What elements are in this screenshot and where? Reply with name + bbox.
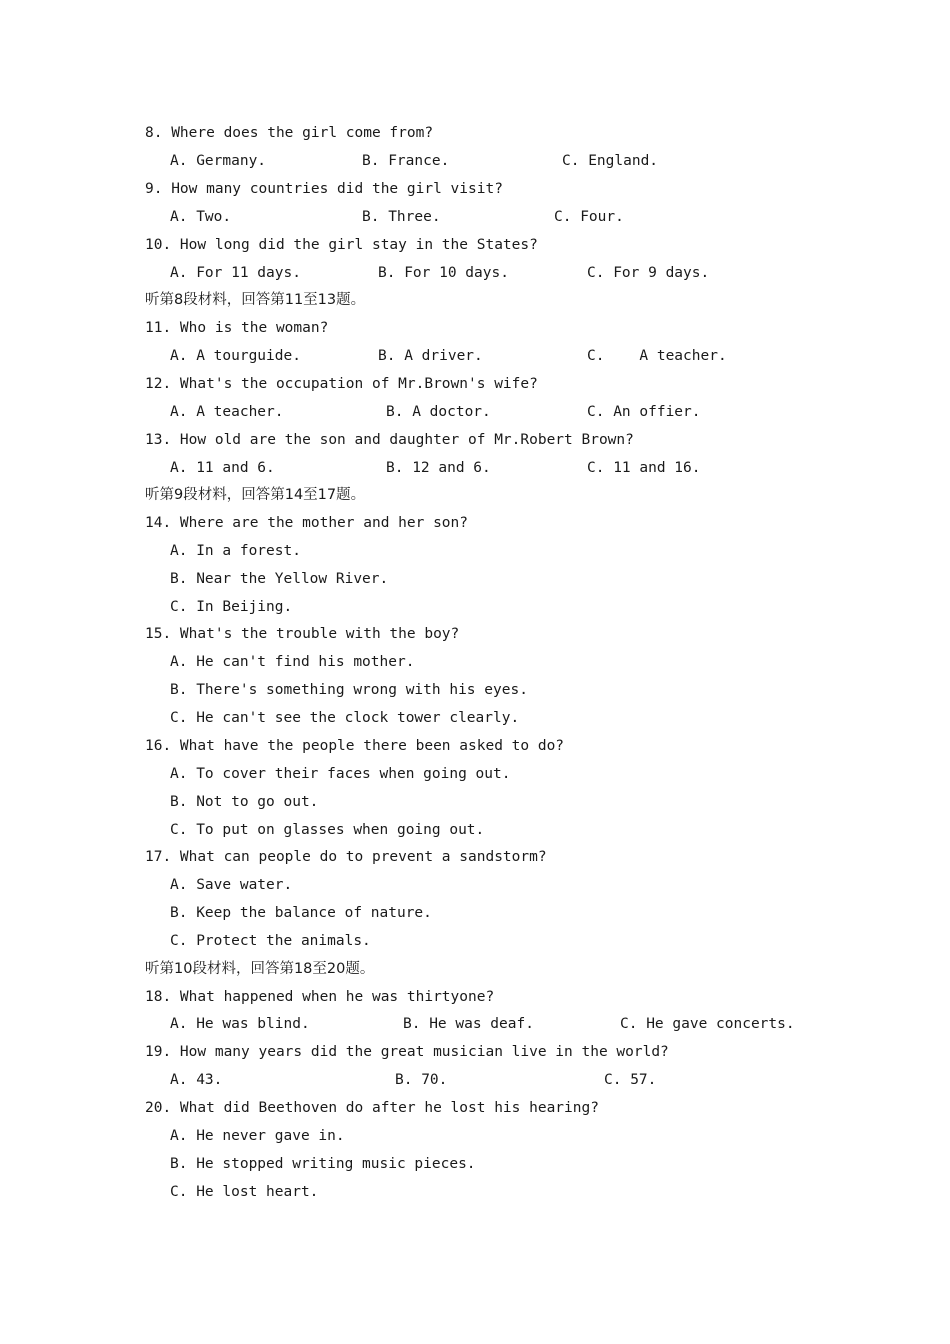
option-b: B. There's something wrong with his eyes. [170,682,528,698]
option-b: B. He stopped writing music pieces. [170,1156,476,1172]
option-c: C. 11 and 16. [587,460,701,476]
question-stem: 19. How many years did the great musician live in the world? [145,1044,669,1060]
option-a: A. 43. [170,1072,223,1088]
section-heading: 听第9段材料，回答第14至17题。 [145,487,366,503]
question-stem: 12. What's the occupation of Mr.Brown's wife? [145,376,538,392]
option-b: B. A driver. [378,348,483,364]
option-a: A. 11 and 6. [170,460,275,476]
option-b: B. He was deaf. [403,1016,534,1032]
option-c: C. An offier. [587,404,701,420]
option-c: C. In Beijing. [170,599,293,615]
option-b: B. Near the Yellow River. [170,571,389,587]
option-b: B. A doctor. [386,404,491,420]
option-a: A. In a forest. [170,543,301,559]
option-b: B. Three. [362,209,441,225]
question-stem: 18. What happened when he was thirtyone? [145,989,495,1005]
section-heading: 听第8段材料，回答第11至13题。 [145,292,366,308]
question-stem: 15. What's the trouble with the boy? [145,626,460,642]
option-b: B. 12 and 6. [386,460,491,476]
question-stem: 8. Where does the girl come from? [145,125,434,141]
option-c: C. He gave concerts. [620,1016,795,1032]
option-a: A. He can't find his mother. [170,654,415,670]
option-a: A. He never gave in. [170,1128,345,1144]
option-a: A. For 11 days. [170,265,301,281]
option-b: B. France. [362,153,450,169]
question-stem: 13. How old are the son and daughter of Mr.Robert Brown? [145,432,634,448]
option-c: C. For 9 days. [587,265,710,281]
option-a: A. A teacher. [170,404,284,420]
section-heading: 听第10段材料，回答第18至20题。 [145,961,375,977]
option-c: C. England. [562,153,659,169]
option-b: B. For 10 days. [378,265,509,281]
option-c: C. 57. [604,1072,657,1088]
question-stem: 10. How long did the girl stay in the States? [145,237,538,253]
option-c: C. To put on glasses when going out. [170,822,485,838]
option-a: A. To cover their faces when going out. [170,766,511,782]
option-c: C. A teacher. [587,348,727,364]
question-stem: 17. What can people do to prevent a sandstorm? [145,849,547,865]
option-b: B. 70. [395,1072,448,1088]
option-a: A. Two. [170,209,232,225]
option-b: B. Not to go out. [170,794,319,810]
option-b: B. Keep the balance of nature. [170,905,432,921]
question-stem: 14. Where are the mother and her son? [145,515,469,531]
question-stem: 11. Who is the woman? [145,320,329,336]
option-c: C. He lost heart. [170,1184,319,1200]
option-c: C. Protect the animals. [170,933,371,949]
question-stem: 20. What did Beethoven do after he lost his hearing? [145,1100,599,1116]
option-a: A. Germany. [170,153,267,169]
question-stem: 16. What have the people there been asked to do? [145,738,565,754]
option-c: C. He can't see the clock tower clearly. [170,710,520,726]
option-c: C. Four. [554,209,624,225]
question-stem: 9. How many countries did the girl visit? [145,181,503,197]
option-a: A. Save water. [170,877,293,893]
option-a: A. He was blind. [170,1016,310,1032]
option-a: A. A tourguide. [170,348,301,364]
